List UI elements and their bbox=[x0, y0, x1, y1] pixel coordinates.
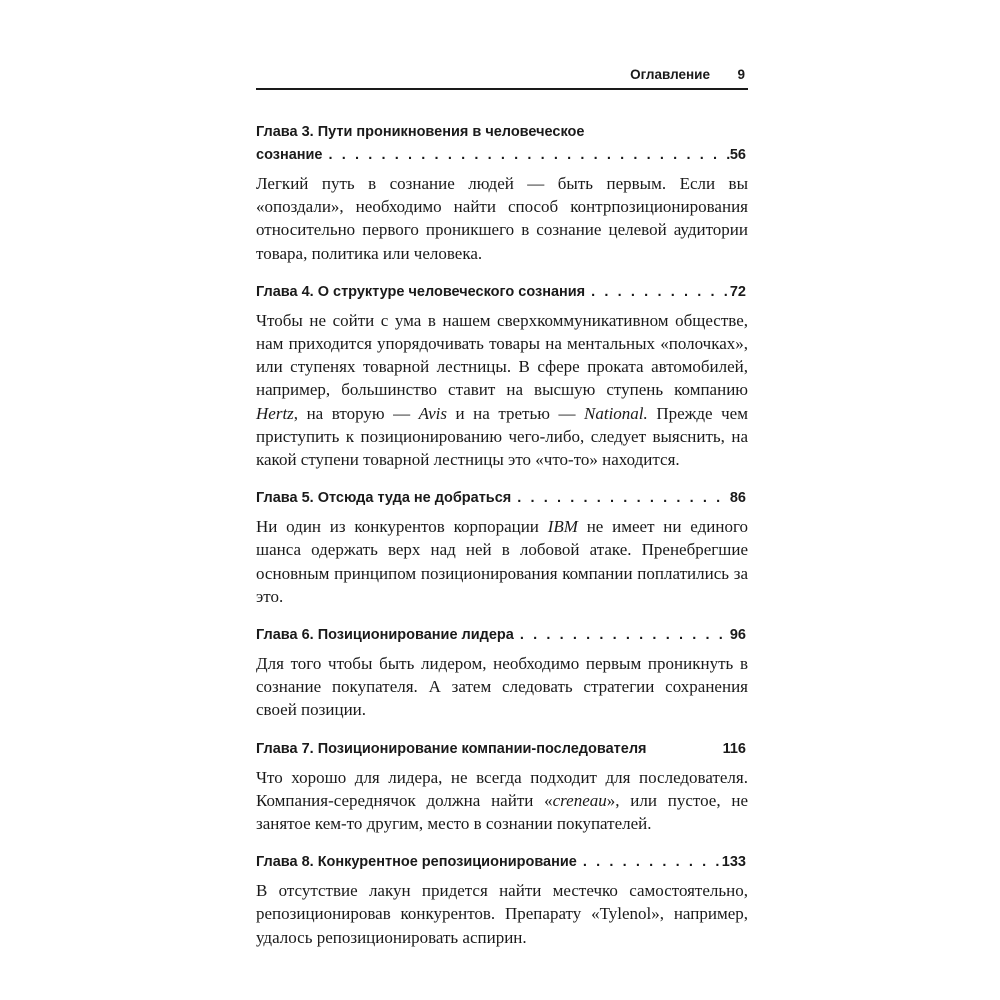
description-text: не имеет ни единого шанса одержать верх над ней в лобовой атаке. Пренебрегшие основным принципом позиционирования компании поплатились за это. bbox=[256, 517, 748, 606]
chapter-title-line bbox=[256, 851, 748, 874]
description-text: Для того чтобы быть лидером, необходимо первым проникнуть в сознание покупателя. А затем следовать стратегии сохранения своей позиции. bbox=[256, 654, 748, 720]
running-header bbox=[256, 66, 748, 90]
chapter-page-number: 116 bbox=[722, 740, 746, 757]
description-text: Что хорошо для лидера, не всегда подходит для последователя. Компания-середнячок должна найти « bbox=[256, 767, 748, 810]
chapter-title-line bbox=[256, 144, 748, 167]
running-header-page-number: 9 bbox=[737, 67, 745, 82]
toc-entry-heading bbox=[256, 738, 748, 761]
chapter-title: сознание bbox=[256, 147, 323, 163]
chapter-page-number: 96 bbox=[729, 627, 746, 644]
chapter-title-line: Глава 3. Пути проникновения в человеческое bbox=[256, 124, 585, 140]
description-text: В отсутствие лакун придется найти местечко самостоятельно, репозиционировав конкурентов. Препарату «Tylenol», например, удалось репозиционировать аспирин. bbox=[256, 881, 748, 947]
description-text: и на третью — bbox=[446, 403, 585, 423]
description-text: , на вторую — bbox=[293, 403, 419, 423]
toc-entry-heading bbox=[256, 121, 748, 167]
description-text: », или пустое, не занятое кем-то другим, место в сознании покупателей. bbox=[256, 790, 748, 834]
dot-leader bbox=[514, 624, 730, 647]
chapter-description bbox=[256, 766, 748, 836]
dot-leader bbox=[577, 851, 722, 874]
toc-entry-heading bbox=[256, 281, 748, 304]
chapter-description bbox=[256, 309, 748, 471]
toc-entry bbox=[256, 624, 748, 722]
running-header-title: Оглавление bbox=[630, 67, 710, 82]
chapter-description bbox=[256, 515, 748, 608]
description-text: Ни один из конкурентов корпорации bbox=[256, 517, 548, 537]
italic-text: Hertz bbox=[256, 403, 294, 423]
toc-entry bbox=[256, 738, 748, 836]
dot-leader bbox=[511, 487, 730, 510]
chapter-title-line bbox=[256, 281, 748, 304]
chapter-description bbox=[256, 172, 748, 265]
description-text: Легкий путь в сознание людей — быть первым. Если вы «опоздали», необходимо найти способ контрпозиционирования относительно первого проникшего в сознание целевой аудитории товара, политика или человека. bbox=[256, 174, 748, 263]
italic-text: creneau bbox=[552, 790, 607, 810]
chapter-title: Глава 5. Отсюда туда не добраться bbox=[256, 490, 512, 507]
italic-text: Avis bbox=[418, 403, 447, 423]
toc-entry-heading bbox=[256, 624, 748, 647]
chapter-page-number: 86 bbox=[729, 490, 746, 507]
chapter-title: Глава 7. Позиционирование компании-последователя bbox=[256, 740, 647, 757]
dot-leader bbox=[323, 144, 730, 167]
chapter-page-number: 72 bbox=[729, 283, 746, 300]
toc-entry-heading bbox=[256, 487, 748, 510]
chapter-description bbox=[256, 652, 748, 722]
chapter-page-number: 133 bbox=[721, 854, 746, 871]
toc-entry bbox=[256, 281, 748, 471]
chapter-title-line bbox=[256, 487, 748, 510]
italic-text: IBM bbox=[547, 517, 578, 537]
chapter-page-number: 56 bbox=[729, 147, 746, 163]
toc-entry-heading bbox=[256, 851, 748, 874]
chapter-description bbox=[256, 879, 748, 949]
description-text: Прежде чем приступить к позиционированию чего-либо, следует выяснить, на какой ступени товарной лестницы это «что-то» находится. bbox=[256, 403, 748, 470]
toc-entry bbox=[256, 487, 748, 608]
toc-entry bbox=[256, 121, 748, 265]
toc-entry bbox=[256, 851, 748, 949]
chapter-title-line bbox=[256, 624, 748, 647]
chapter-title: Глава 6. Позиционирование лидера bbox=[256, 627, 514, 644]
chapter-title: Глава 8. Конкурентное репозиционирование bbox=[256, 854, 577, 871]
table-of-contents bbox=[256, 121, 748, 949]
italic-text: National. bbox=[584, 403, 648, 423]
description-text: Чтобы не сойти с ума в нашем сверхкоммуникативном обществе, нам приходится упорядочивать товары на ментальных «полочках», или ступенях товарной лестницы. В сфере проката автомобилей, например, большинство ставит на высшую ступень компанию bbox=[256, 310, 748, 400]
chapter-title: Глава 4. О структуре человеческого сознания bbox=[256, 283, 586, 300]
chapter-title-line bbox=[256, 738, 748, 761]
dot-leader bbox=[585, 281, 730, 304]
